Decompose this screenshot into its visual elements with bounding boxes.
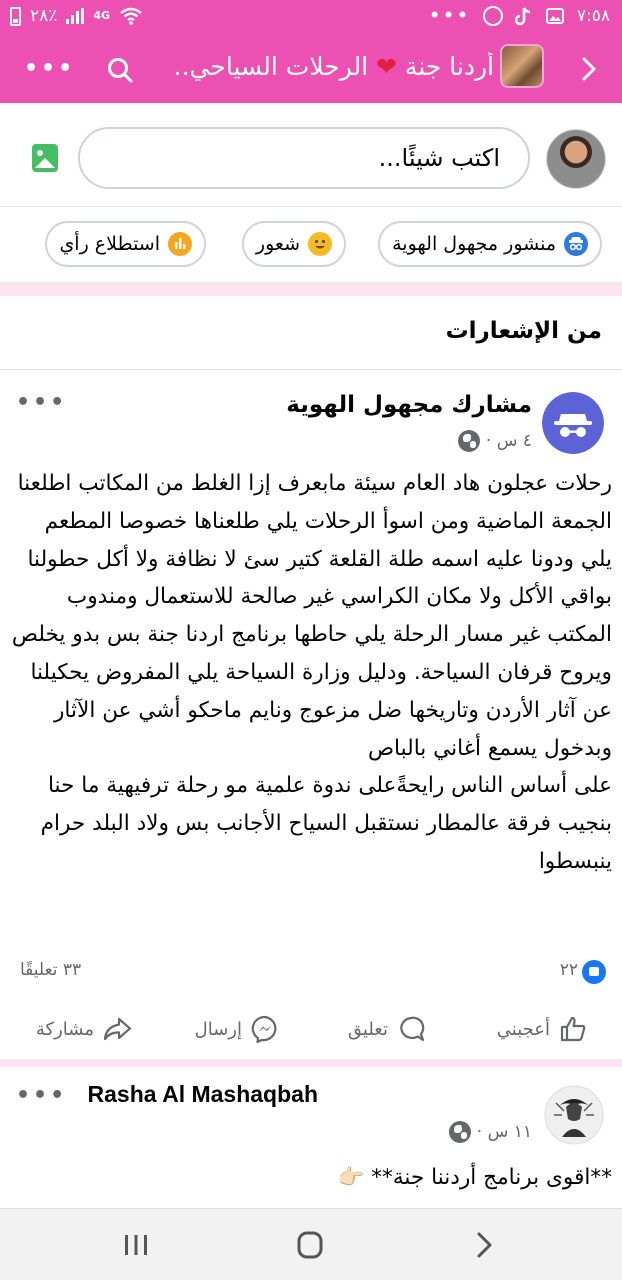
post-actions (0, 1002, 622, 1058)
battery-percent: ٢٨٪ (30, 6, 58, 26)
top-bar (0, 0, 622, 103)
group-title-start: أردنا جنة (404, 52, 494, 81)
network-type: 4G (93, 9, 111, 22)
anonymous-avatar[interactable] (542, 392, 604, 454)
messenger-icon (250, 1014, 280, 1044)
more-options-icon[interactable]: ••• (24, 56, 76, 81)
post-time[interactable]: ١١ س · (476, 1122, 532, 1142)
post-author[interactable]: Rasha Al Mashaqbah (87, 1081, 318, 1107)
post-text: رحلات عجلون هاد العام سيئة مابعرف إزا الغلط من المكاتب اطلعنا الجمعة الماضية ومن اسوأ الرحلات يلي طلعناها خصوصا المطعم يلي ودونا عليه اسمه طلة القلعة كتير سئ لا نظافة ولا أكل حطولنا بواقي الأكل ولا مكان الكراسي غير صالحة للاستعمال ومندوب المكتب غير مسار الرحلة يلي حاطها برنامج اردنا جنة بس بدو يخلص ويروح قرفان السياحة. ودليل وزارة السياحة يلي المفروض يحكيلنا عن آثار الأردن وتاريخها ضل مزعوج ونايم ماحكو أشي عن الآثار وبدخول يسمع أغاني بالباص على أساس الناس رايحةًعلى ندوة علمية مو رحلة ترفيهية ما حنا بنجيب فرقة عالمطار نستقبل السياح الأجانب بس ولاد البلد حرام ينبسطوا (11, 471, 612, 874)
share-icon (102, 1014, 132, 1044)
post-card (0, 1067, 622, 1208)
messenger-notif-icon (483, 6, 503, 26)
post-card (0, 372, 622, 1059)
post-meta (449, 1121, 532, 1143)
send-button[interactable] (195, 1014, 280, 1044)
notifications-section (0, 296, 622, 370)
like-count: ٢٢ (559, 960, 578, 980)
post-author[interactable]: مشارك مجهول الهوية (286, 392, 532, 418)
post-divider (0, 1059, 622, 1067)
post-more-icon[interactable]: ••• (16, 1083, 68, 1108)
user-avatar[interactable] (546, 129, 606, 189)
anonymous-post-chip[interactable] (378, 221, 602, 267)
recent-apps-icon[interactable] (116, 1227, 156, 1263)
section-heading: من الإشعارات (445, 318, 602, 344)
status-bar (0, 0, 622, 36)
wifi-icon (119, 7, 143, 25)
group-title-end: الرحلات السياحي.. (173, 52, 369, 81)
back-icon[interactable] (464, 1227, 504, 1263)
write-something-input[interactable]: اكتب شيئًا... (78, 127, 530, 189)
gallery-notif-icon (545, 6, 565, 26)
feeling-chip[interactable] (242, 221, 346, 267)
comment-button[interactable] (348, 1014, 426, 1044)
chip-label: منشور مجهول الهوية (392, 233, 556, 255)
battery-icon (10, 7, 21, 26)
share-button[interactable] (36, 1014, 132, 1044)
post-text: **اقوى برنامج أردننا جنة** 👉🏻 (337, 1165, 612, 1190)
photo-icon[interactable] (32, 144, 58, 172)
search-icon[interactable] (106, 56, 134, 84)
comment-icon (396, 1014, 426, 1044)
like-badge-icon (582, 960, 606, 984)
heart-icon: ❤ (376, 52, 397, 81)
post-meta (458, 430, 532, 452)
section-divider (0, 282, 622, 296)
globe-icon (449, 1121, 471, 1143)
post-composer (0, 103, 622, 206)
group-title[interactable] (154, 52, 494, 81)
chip-label: شعور (255, 233, 300, 255)
thumbs-up-icon (558, 1014, 588, 1044)
post-more-icon[interactable]: ••• (16, 390, 68, 415)
share-label: مشاركة (35, 1018, 94, 1040)
notification-dots-icon: ••• (429, 6, 471, 26)
anonymous-icon (564, 232, 588, 256)
back-arrow-icon[interactable] (574, 54, 604, 84)
chip-label: استطلاع رأي (59, 233, 160, 255)
app-bar (0, 36, 622, 103)
post-time[interactable]: ٤ س · (485, 431, 532, 451)
author-avatar[interactable] (544, 1085, 604, 1145)
poll-icon (168, 232, 192, 256)
comment-label: تعليق (347, 1018, 388, 1040)
tiktok-icon (515, 6, 533, 26)
reactions-summary[interactable] (0, 952, 622, 992)
smile-icon (308, 232, 332, 256)
group-cover-thumbnail[interactable] (500, 44, 544, 88)
poll-chip[interactable] (45, 221, 206, 267)
comment-count[interactable]: ٣٣ تعليقًا (20, 960, 82, 980)
home-icon[interactable] (290, 1227, 330, 1263)
like-button[interactable] (497, 1014, 588, 1044)
globe-icon (458, 430, 480, 452)
clock: ٧:٥٨ (576, 6, 610, 26)
send-label: إرسال (194, 1018, 242, 1040)
system-navigation-bar (0, 1208, 622, 1280)
composer-options (0, 206, 622, 282)
signal-icon (66, 8, 84, 24)
like-label: أعجبني (496, 1018, 550, 1040)
